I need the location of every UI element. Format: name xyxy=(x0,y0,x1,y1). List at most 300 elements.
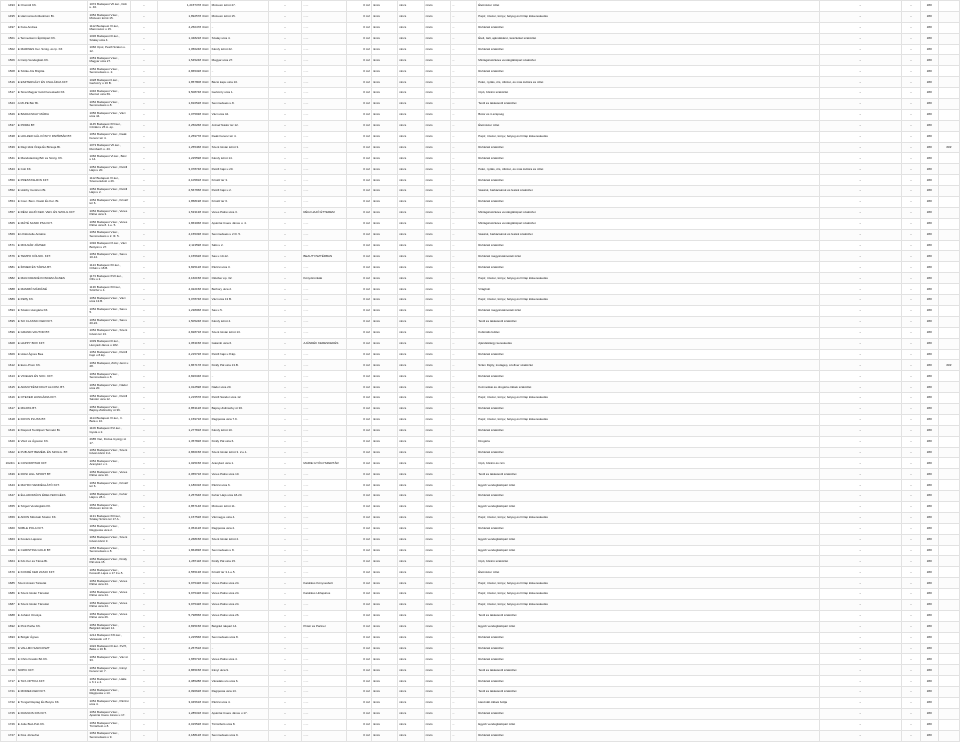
street-cell[interactable]: Szent István körút 3. xyxy=(210,142,268,153)
shop-name-cell[interactable]: ...... xyxy=(302,229,346,240)
table-row[interactable] xyxy=(1,327,960,338)
activity-cell[interactable]: Mintágáruüzletes vendéglátóipari szaküzlet xyxy=(477,207,820,218)
area-cell[interactable]: 0 m2 xyxy=(346,120,371,131)
shop-name-cell[interactable]: ...... xyxy=(302,632,346,643)
dots-cell[interactable]: .. xyxy=(819,240,901,251)
flag-cell[interactable]: nincs xyxy=(398,295,424,306)
extra-cell[interactable] xyxy=(938,22,959,33)
address-cell[interactable]: 1072 Budapest VII.ker., Dob u. 40. xyxy=(88,1,130,12)
dots-cell[interactable]: .. xyxy=(819,610,901,621)
area-cell[interactable]: 0 m2 xyxy=(346,676,371,687)
address-cell[interactable]: 1052 Budapest V.ker., Petőfi hajó u 8.Ep. xyxy=(88,349,130,360)
dots-cell[interactable]: .. xyxy=(819,665,901,676)
activity-cell[interactable]: Ruházati szaküzlet xyxy=(477,676,820,687)
flag-cell[interactable]: nincs xyxy=(398,262,424,273)
company-name-cell[interactable]: E Bolgár Ágnes xyxy=(16,632,88,643)
code-cell[interactable]: 2,866158 rCsC xyxy=(157,447,210,458)
dots-cell[interactable]: .. xyxy=(819,11,901,22)
activity-cell[interactable]: Textil és lakástextil szaküzlet xyxy=(477,665,820,676)
dots-cell[interactable]: .. xyxy=(819,534,901,545)
area-cell[interactable]: 0 m2 xyxy=(346,175,371,186)
area-cell[interactable]: 0 m2 xyxy=(346,534,371,545)
company-name-cell[interactable]: E SO CLASSIC KER KFT. xyxy=(16,316,88,327)
shop-name-cell[interactable]: ...... xyxy=(302,153,346,164)
dots-cell[interactable]: .. xyxy=(819,164,901,175)
dots-cell[interactable]: .. xyxy=(901,316,920,327)
street-cell[interactable]: Károly körút 4. xyxy=(210,316,268,327)
address-cell[interactable]: 1052 Budapest V.ker., Veres Pálné utca 10. xyxy=(88,469,130,480)
flag-cell[interactable]: nincs xyxy=(398,77,424,88)
mark-cell[interactable]: .. xyxy=(130,512,157,523)
dots-cell[interactable]: .. xyxy=(901,469,920,480)
shop-name-cell[interactable]: ...... xyxy=(302,120,346,131)
flag-cell[interactable]: nincs xyxy=(398,578,424,589)
company-name-cell[interactable]: E ÍRNIER ÉS TÁRSA BT. xyxy=(16,262,88,273)
shop-name-cell[interactable]: ...... xyxy=(302,643,346,654)
dots-cell[interactable]: .. xyxy=(901,567,920,578)
mark-cell[interactable]: .. xyxy=(130,425,157,436)
table-row[interactable] xyxy=(1,534,960,545)
hash-cell[interactable]: ### xyxy=(920,371,938,382)
activity-cell[interactable]: Ruházati szaküzlet xyxy=(477,491,820,502)
flag-cell[interactable]: nincs xyxy=(424,480,450,491)
flag-cell[interactable]: nincs xyxy=(371,218,397,229)
flag-cell[interactable]: nincs xyxy=(371,393,397,404)
flag-cell[interactable]: nincs xyxy=(371,349,397,360)
flag-cell[interactable]: ... xyxy=(450,142,476,153)
hash-cell[interactable]: ### xyxy=(920,305,938,316)
flag-cell[interactable]: nincs xyxy=(371,730,397,741)
flag-cell[interactable]: nincs xyxy=(371,382,397,393)
row-id-cell[interactable]: 1493 xyxy=(1,1,17,12)
flag-cell[interactable]: ... xyxy=(450,632,476,643)
dots-cell[interactable]: .. xyxy=(819,251,901,262)
flag-cell[interactable]: ... xyxy=(450,730,476,741)
address-cell[interactable]: 1052 Budapest V.ker., Apáczai Csere János u 17. xyxy=(88,708,130,719)
flag-cell[interactable]: nincs xyxy=(424,360,450,371)
activity-cell[interactable]: Papír, írószer, könyv, bélyeg és hírlap kiskereskedés xyxy=(477,512,820,523)
shop-name-cell[interactable]: ...... xyxy=(302,730,346,741)
table-row[interactable] xyxy=(1,229,960,240)
flag-cell[interactable]: ... xyxy=(450,99,476,110)
activity-cell[interactable]: Papír, írószer, könyv, bélyeg és hírlap kiskereskedés xyxy=(477,295,820,306)
table-row[interactable] xyxy=(1,708,960,719)
flag-cell[interactable]: nincs xyxy=(424,534,450,545)
flag-cell[interactable]: nincs xyxy=(371,512,397,523)
flag-cell[interactable]: ... xyxy=(450,698,476,709)
extra-cell[interactable] xyxy=(938,207,959,218)
dots-cell[interactable]: .. xyxy=(268,186,302,197)
address-cell[interactable]: 1052 Budapest V.ker., Veres Pálné utca 24. xyxy=(88,589,130,600)
extra-cell[interactable] xyxy=(938,491,959,502)
dots-cell[interactable]: .. xyxy=(268,632,302,643)
code-cell[interactable]: 3,975428 rCsC xyxy=(157,599,210,610)
company-name-cell[interactable]: E MOREZ-KER KFT. xyxy=(16,687,88,698)
street-cell[interactable]: Magyar utca 27. xyxy=(210,55,268,66)
dots-cell[interactable]: .. xyxy=(819,556,901,567)
activity-cell[interactable]: Ruházati szaküzlet xyxy=(477,730,820,741)
extra-cell[interactable] xyxy=(938,643,959,654)
mark-cell[interactable]: .. xyxy=(130,654,157,665)
flag-cell[interactable]: nincs xyxy=(371,44,397,55)
shop-name-cell[interactable]: ...... xyxy=(302,393,346,404)
hash-cell[interactable]: ### xyxy=(920,643,938,654)
dots-cell[interactable]: .. xyxy=(819,719,901,730)
flag-cell[interactable]: nincs xyxy=(398,131,424,142)
flag-cell[interactable]: nincs xyxy=(371,501,397,512)
table-row[interactable] xyxy=(1,665,960,676)
table-row[interactable] xyxy=(1,109,960,120)
flag-cell[interactable]: nincs xyxy=(398,55,424,66)
extra-cell[interactable] xyxy=(938,33,959,44)
hash-cell[interactable]: ### xyxy=(920,556,938,567)
activity-cell[interactable]: Vasárut, barkácsáruk és festék szaküzlet xyxy=(477,229,820,240)
street-cell[interactable]: Károly körút 22. xyxy=(210,44,268,55)
flag-cell[interactable]: ... xyxy=(450,589,476,600)
area-cell[interactable]: 0 m2 xyxy=(346,523,371,534)
dots-cell[interactable]: .. xyxy=(901,295,920,306)
row-id-cell[interactable]: 1615 xyxy=(1,382,17,393)
area-cell[interactable]: 0 m2 xyxy=(346,240,371,251)
dots-cell[interactable]: .. xyxy=(819,142,901,153)
address-cell[interactable]: 1052 Budapest V.ker., Nádor utca 20. xyxy=(88,382,130,393)
extra-cell[interactable]: ### xyxy=(938,142,959,153)
dots-cell[interactable]: .. xyxy=(901,545,920,556)
street-cell[interactable]: Deák Ferenc tér 4. xyxy=(210,131,268,142)
company-name-cell[interactable]: E DOVIS PLUSS BT. xyxy=(16,414,88,425)
dots-cell[interactable]: .. xyxy=(268,218,302,229)
area-cell[interactable]: 0 m2 xyxy=(346,109,371,120)
flag-cell[interactable]: nincs xyxy=(398,66,424,77)
address-cell[interactable]: 1131 Budapest XIII.ker., Szalay Szűcs tér 17 A. xyxy=(88,512,130,523)
area-cell[interactable]: 0 m2 xyxy=(346,501,371,512)
area-cell[interactable]: 0 m2 xyxy=(346,382,371,393)
dots-cell[interactable]: .. xyxy=(901,534,920,545)
mark-cell[interactable]: .. xyxy=(130,632,157,643)
dots-cell[interactable]: .. xyxy=(819,229,901,240)
flag-cell[interactable]: nincs xyxy=(371,273,397,284)
activity-cell[interactable]: Ruházati szaküzlet xyxy=(477,523,820,534)
flag-cell[interactable]: nincs xyxy=(424,425,450,436)
row-id-cell[interactable]: 1506 xyxy=(1,55,17,66)
company-name-cell[interactable]: E Régi Idők Órája És Bizsuja Bt. xyxy=(16,142,88,153)
flag-cell[interactable]: nincs xyxy=(398,599,424,610)
mark-cell[interactable]: .. xyxy=(130,491,157,502)
table-row[interactable] xyxy=(1,523,960,534)
dots-cell[interactable]: .. xyxy=(901,589,920,600)
area-cell[interactable]: 0 m2 xyxy=(346,349,371,360)
shop-name-cell[interactable]: ...... xyxy=(302,295,346,306)
address-cell[interactable]: 1052 Budapest V.ker., Semmelweis u 9. xyxy=(88,730,130,741)
company-name-cell[interactable]: E COSORPITAR KFT. xyxy=(16,458,88,469)
table-row[interactable] xyxy=(1,621,960,632)
mark-cell[interactable]: .. xyxy=(130,316,157,327)
dots-cell[interactable]: .. xyxy=(819,654,901,665)
flag-cell[interactable]: nincs xyxy=(371,240,397,251)
table-row[interactable] xyxy=(1,153,960,164)
hash-cell[interactable]: ### xyxy=(920,360,938,371)
hash-cell[interactable]: ### xyxy=(920,578,938,589)
company-name-cell[interactable]: En Kikiszelle Antalné xyxy=(16,229,88,240)
row-id-cell[interactable]: 1717 xyxy=(1,676,17,687)
mark-cell[interactable]: .. xyxy=(130,1,157,12)
flag-cell[interactable]: nincs xyxy=(398,327,424,338)
mark-cell[interactable]: .. xyxy=(130,55,157,66)
dots-cell[interactable]: .. xyxy=(268,142,302,153)
row-id-cell[interactable]: 1538 xyxy=(1,131,17,142)
flag-cell[interactable]: nincs xyxy=(371,22,397,33)
flag-cell[interactable]: ... xyxy=(450,708,476,719)
dots-cell[interactable]: .. xyxy=(268,621,302,632)
extra-cell[interactable] xyxy=(938,120,959,131)
address-cell[interactable]: 1112 Budapest XI.ker., Mammutóc u 15. xyxy=(88,22,130,33)
extra-cell[interactable] xyxy=(938,698,959,709)
flag-cell[interactable]: ... xyxy=(450,523,476,534)
address-cell[interactable]: 1052 Budapest V.ker., Semmelweis u 8. xyxy=(88,545,130,556)
table-row[interactable] xyxy=(1,676,960,687)
flag-cell[interactable]: nincs xyxy=(371,447,397,458)
flag-cell[interactable]: nincs xyxy=(424,33,450,44)
hash-cell[interactable]: ### xyxy=(920,142,938,153)
activity-cell[interactable]: Ruházati szaküzlet xyxy=(477,175,820,186)
flag-cell[interactable]: nincs xyxy=(371,175,397,186)
row-id-cell[interactable]: 1569 xyxy=(1,229,17,240)
row-id-cell[interactable]: 1655 xyxy=(1,501,17,512)
street-cell[interactable]: Veres Pálné utca 24. xyxy=(210,589,268,600)
extra-cell[interactable] xyxy=(938,567,959,578)
mark-cell[interactable]: .. xyxy=(130,33,157,44)
code-cell[interactable]: 1,655718 rCsC xyxy=(157,654,210,665)
flag-cell[interactable]: ... xyxy=(450,360,476,371)
extra-cell[interactable] xyxy=(938,229,959,240)
hash-cell[interactable]: ### xyxy=(920,251,938,262)
code-cell[interactable]: 1,545248 rCsC xyxy=(157,55,210,66)
flag-cell[interactable]: nincs xyxy=(398,349,424,360)
flag-cell[interactable]: ... xyxy=(450,55,476,66)
area-cell[interactable]: 0 m2 xyxy=(346,687,371,698)
hash-cell[interactable]: ### xyxy=(920,599,938,610)
dots-cell[interactable]: .. xyxy=(819,327,901,338)
street-cell[interactable]: Király Pál utca 6. xyxy=(210,436,268,447)
flag-cell[interactable]: nincs xyxy=(424,1,450,12)
mark-cell[interactable]: .. xyxy=(130,556,157,567)
dots-cell[interactable]: .. xyxy=(268,436,302,447)
mark-cell[interactable]: .. xyxy=(130,88,157,99)
address-cell[interactable]: 1052 Budapest V.ker., Semmelweis u. 2. xyxy=(88,66,130,77)
flag-cell[interactable]: nincs xyxy=(371,621,397,632)
dots-cell[interactable]: .. xyxy=(268,403,302,414)
flag-cell[interactable]: nincs xyxy=(371,109,397,120)
table-row[interactable] xyxy=(1,599,960,610)
area-cell[interactable]: 0 m2 xyxy=(346,153,371,164)
dots-cell[interactable]: .. xyxy=(901,305,920,316)
table-row[interactable] xyxy=(1,273,960,284)
flag-cell[interactable]: nincs xyxy=(398,491,424,502)
flag-cell[interactable]: nincs xyxy=(398,643,424,654)
area-cell[interactable]: 0 m2 xyxy=(346,545,371,556)
row-id-cell[interactable]: 1516 xyxy=(1,77,17,88)
table-row[interactable] xyxy=(1,730,960,741)
activity-cell[interactable]: Egyéb vendéglátóipari üzlet xyxy=(477,621,820,632)
flag-cell[interactable]: nincs xyxy=(424,491,450,502)
flag-cell[interactable]: nincs xyxy=(398,621,424,632)
code-cell[interactable]: 1,225568 rCsC xyxy=(157,632,210,643)
dots-cell[interactable]: .. xyxy=(268,371,302,382)
street-cell[interactable]: Király Pál utca 13.B. xyxy=(210,360,268,371)
extra-cell[interactable] xyxy=(938,66,959,77)
shop-name-cell[interactable]: ...... xyxy=(302,218,346,229)
company-name-cell[interactable]: E PUB ART BEMÉZL ÉS SZOLG. BT. xyxy=(16,447,88,458)
flag-cell[interactable]: nincs xyxy=(371,458,397,469)
street-cell[interactable]: Múzeum körút 11. xyxy=(210,501,268,512)
shop-name-cell[interactable]: ...... xyxy=(302,316,346,327)
flag-cell[interactable]: nincs xyxy=(424,251,450,262)
flag-cell[interactable]: nincs xyxy=(398,305,424,316)
code-cell[interactable]: 3,975428 rCsC xyxy=(157,589,210,600)
shop-name-cell[interactable]: ...... xyxy=(302,164,346,175)
hash-cell[interactable]: ### xyxy=(920,730,938,741)
activity-cell[interactable]: Ruházati magyárutánvételi üzlet xyxy=(477,251,820,262)
area-cell[interactable]: 0 m2 xyxy=(346,273,371,284)
flag-cell[interactable]: nincs xyxy=(371,120,397,131)
extra-cell[interactable] xyxy=(938,305,959,316)
flag-cell[interactable]: ... xyxy=(450,469,476,480)
street-cell[interactable]: Párizsi utca 6. xyxy=(210,480,268,491)
street-cell[interactable]: Petőfi hajó u 8.Ep. xyxy=(210,349,268,360)
row-id-cell[interactable]: 1501 xyxy=(1,33,17,44)
dots-cell[interactable]: .. xyxy=(819,55,901,66)
code-cell[interactable]: 1,157528 rCsC xyxy=(157,512,210,523)
row-id-cell[interactable]: 1686 xyxy=(1,589,17,600)
flag-cell[interactable]: nincs xyxy=(398,109,424,120)
dots-cell[interactable]: .. xyxy=(819,120,901,131)
flag-cell[interactable]: ... xyxy=(450,77,476,88)
flag-cell[interactable]: nincs xyxy=(424,436,450,447)
hash-cell[interactable]: ### xyxy=(920,665,938,676)
address-cell[interactable]: 1052 Budapest V.ker., Régiposta u 13. xyxy=(88,687,130,698)
table-row[interactable] xyxy=(1,295,960,306)
extra-cell[interactable] xyxy=(938,556,959,567)
street-cell[interactable]: Október ép. 32. xyxy=(210,273,268,284)
mark-cell[interactable]: .. xyxy=(130,240,157,251)
activity-cell[interactable]: Egyéb vendéglátóipari üzlet xyxy=(477,480,820,491)
street-cell[interactable]: .. xyxy=(210,66,268,77)
flag-cell[interactable]: nincs xyxy=(424,708,450,719)
dots-cell[interactable]: .. xyxy=(819,447,901,458)
mark-cell[interactable]: .. xyxy=(130,295,157,306)
table-row[interactable] xyxy=(1,360,960,371)
dots-cell[interactable]: .. xyxy=(268,327,302,338)
code-cell[interactable]: 2,835158 rCsC xyxy=(157,621,210,632)
code-cell[interactable]: 2,105818 rCsC xyxy=(157,175,210,186)
hash-cell[interactable]: ### xyxy=(920,425,938,436)
mark-cell[interactable]: .. xyxy=(130,523,157,534)
company-name-cell[interactable]: E Hotel Ágnes Bea xyxy=(16,349,88,360)
row-id-cell[interactable]: 1557 xyxy=(1,207,17,218)
street-cell[interactable]: Régiposta utca 13. xyxy=(210,687,268,698)
code-cell[interactable]: 1,816528 rCsC xyxy=(157,99,210,110)
code-cell[interactable]: 1,159718 rCsC xyxy=(157,414,210,425)
flag-cell[interactable]: nincs xyxy=(398,425,424,436)
activity-cell[interactable]: Egyéb vendéglátóipari üzlet xyxy=(477,501,820,512)
flag-cell[interactable]: nincs xyxy=(424,66,450,77)
company-name-cell[interactable]: E CHRISTINA GOLD BT. xyxy=(16,545,88,556)
flag-cell[interactable]: nincs xyxy=(398,665,424,676)
hash-cell[interactable]: ### xyxy=(920,589,938,600)
dots-cell[interactable]: .. xyxy=(819,22,901,33)
company-name-cell[interactable]: E Szalon Hungária Kft. xyxy=(16,305,88,316)
dots-cell[interactable]: .. xyxy=(819,414,901,425)
mark-cell[interactable]: .. xyxy=(130,708,157,719)
flag-cell[interactable]: nincs xyxy=(398,371,424,382)
dots-cell[interactable]: .. xyxy=(901,654,920,665)
code-cell[interactable]: 1,863068 rCsC xyxy=(157,218,210,229)
code-cell[interactable]: 2,828718 rCsC xyxy=(157,327,210,338)
flag-cell[interactable]: nincs xyxy=(424,175,450,186)
shop-name-cell[interactable]: ...... xyxy=(302,545,346,556)
shop-name-cell[interactable]: ...... xyxy=(302,197,346,208)
flag-cell[interactable]: nincs xyxy=(424,327,450,338)
extra-cell[interactable] xyxy=(938,153,959,164)
row-id-cell[interactable]: 1537 xyxy=(1,120,17,131)
dots-cell[interactable]: .. xyxy=(819,567,901,578)
address-cell[interactable]: 1052 Budapest V.ker., Sas u 10-12. xyxy=(88,251,130,262)
company-name-cell[interactable]: E MAMMÓ MÁRIÁNÉ xyxy=(16,284,88,295)
activity-cell[interactable]: Ruházati szaküzlet xyxy=(477,44,820,55)
shop-name-cell[interactable]: ...... xyxy=(302,414,346,425)
dots-cell[interactable]: .. xyxy=(268,109,302,120)
mark-cell[interactable]: .. xyxy=(130,11,157,22)
area-cell[interactable]: 0 m2 xyxy=(346,186,371,197)
dots-cell[interactable]: .. xyxy=(901,687,920,698)
flag-cell[interactable]: nincs xyxy=(398,142,424,153)
code-cell[interactable]: 1,277818 rCsC xyxy=(157,425,210,436)
flag-cell[interactable]: nincs xyxy=(371,33,397,44)
dots-cell[interactable]: .. xyxy=(268,719,302,730)
shop-name-cell[interactable]: ...... xyxy=(302,109,346,120)
row-id-cell[interactable]: 1721 xyxy=(1,687,17,698)
shop-name-cell[interactable]: ...... xyxy=(302,665,346,676)
address-cell[interactable]: 2685 Vác, Dózsa György út 17. xyxy=(88,436,130,447)
street-cell[interactable]: Király Pál utca 15. xyxy=(210,556,268,567)
shop-name-cell[interactable]: ...... xyxy=(302,491,346,502)
dots-cell[interactable]: .. xyxy=(268,11,302,22)
activity-cell[interactable]: Ételt, italt, ajándékárut, készletkel szaküzlet xyxy=(477,33,820,44)
dots-cell[interactable]: .. xyxy=(901,262,920,273)
code-cell[interactable]: 2,865158 rCsC xyxy=(157,665,210,676)
flag-cell[interactable]: nincs xyxy=(371,578,397,589)
flag-cell[interactable]: nincs xyxy=(398,501,424,512)
flag-cell[interactable]: nincs xyxy=(371,687,397,698)
table-row[interactable] xyxy=(1,687,960,698)
company-name-cell[interactable]: E Szigeti Vendéglátó Kft. xyxy=(16,501,88,512)
hash-cell[interactable]: ### xyxy=(920,491,938,502)
address-cell[interactable]: 1052 Budapest V.ker., Szent István tér 13. xyxy=(88,327,130,338)
row-id-cell[interactable]: 1622 xyxy=(1,447,17,458)
street-cell[interactable]: Aranykéz utca 1. xyxy=(210,458,268,469)
flag-cell[interactable]: ... xyxy=(450,371,476,382)
dots-cell[interactable]: .. xyxy=(819,284,901,295)
hash-cell[interactable]: ### xyxy=(920,687,938,698)
activity-cell[interactable]: Textil és lakástextil szaküzlet xyxy=(477,610,820,621)
mark-cell[interactable]: .. xyxy=(130,218,157,229)
shop-name-cell[interactable]: ...... xyxy=(302,610,346,621)
mark-cell[interactable]: .. xyxy=(130,458,157,469)
flag-cell[interactable]: ... xyxy=(450,109,476,120)
dots-cell[interactable]: .. xyxy=(901,643,920,654)
table-row[interactable] xyxy=(1,349,960,360)
extra-cell[interactable] xyxy=(938,589,959,600)
